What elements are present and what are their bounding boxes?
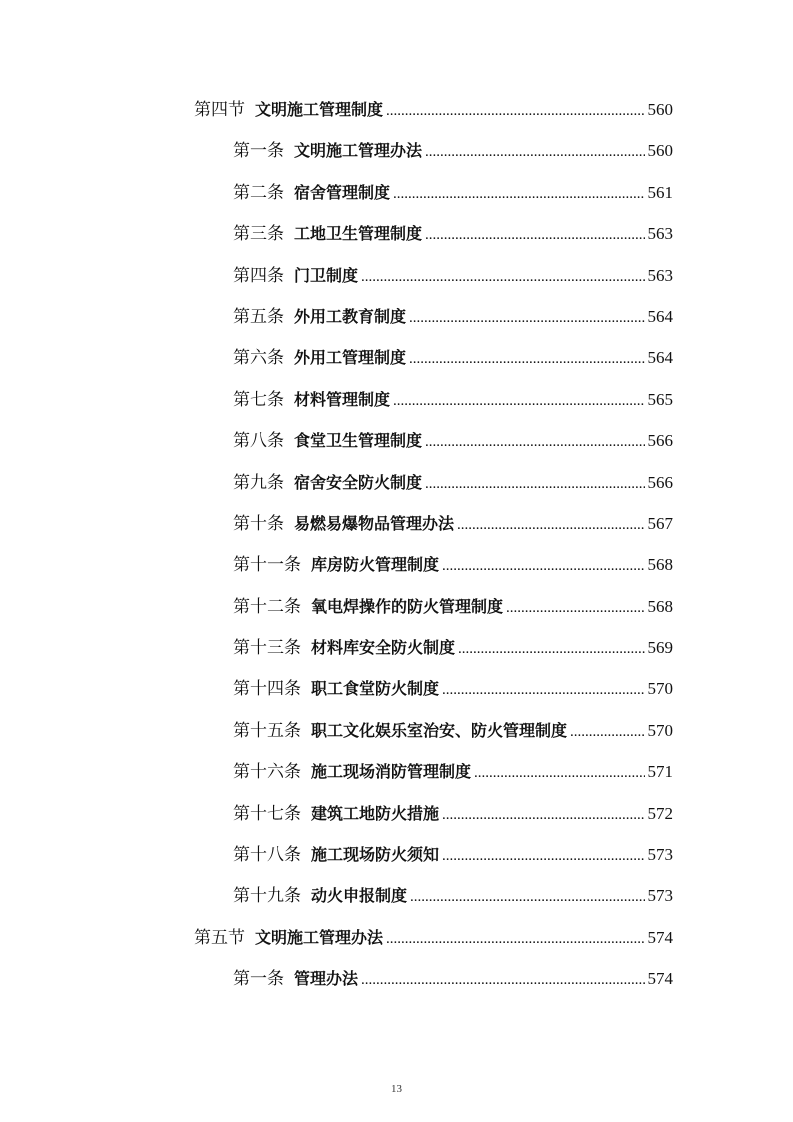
toc-leader-dots — [442, 546, 644, 587]
toc-entry-section-5[interactable] — [194, 917, 673, 958]
toc-entry-page: 566 — [647, 431, 673, 451]
toc-entry-title: 建筑工地防火措施 — [311, 803, 440, 823]
toc-entry-page: 573 — [647, 845, 673, 865]
toc-leader-dots — [409, 298, 644, 339]
toc-leader-dots — [425, 422, 644, 463]
toc-entry-section-4[interactable] — [194, 89, 673, 130]
toc-entry[interactable] — [233, 337, 673, 378]
toc-leader-dots — [393, 381, 644, 422]
toc-leader-dots — [425, 215, 644, 256]
toc-entry-title: 氧电焊操作的防火管理制度 — [311, 596, 504, 616]
toc-entry-number: 第十三条 — [233, 638, 301, 659]
toc-entry-number: 第六条 — [233, 348, 284, 369]
toc-entry-page: 568 — [647, 555, 673, 575]
toc-entry-number: 第十八条 — [233, 845, 301, 866]
toc-entry-title: 文明施工管理办法 — [255, 927, 384, 947]
toc-entry-page: 565 — [647, 389, 673, 409]
toc-entry-title: 职工食堂防火制度 — [311, 679, 440, 699]
toc-entry-title: 库房防火管理制度 — [311, 555, 440, 575]
toc-entry-page: 566 — [647, 472, 673, 492]
toc-entry-page: 570 — [647, 720, 673, 740]
toc-entry-page: 560 — [647, 100, 673, 119]
toc-leader-dots — [457, 505, 644, 546]
toc-leader-dots — [386, 919, 644, 960]
toc-leader-dots — [409, 339, 644, 380]
toc-entry[interactable] — [233, 751, 673, 792]
toc-leader-dots — [570, 712, 644, 753]
toc-entry-number: 第十七条 — [233, 803, 301, 824]
toc-entry-number: 第二条 — [233, 182, 284, 203]
toc-entry[interactable] — [233, 213, 673, 254]
toc-entry[interactable] — [233, 793, 673, 834]
toc-entry[interactable] — [233, 544, 673, 585]
toc-leader-dots — [361, 257, 644, 298]
toc-entry-number: 第一条 — [233, 141, 284, 162]
toc-leader-dots — [425, 132, 644, 173]
toc-entry-number: 第四节 — [194, 100, 245, 120]
toc-entry-number: 第一条 — [233, 969, 284, 990]
toc-leader-dots — [442, 795, 644, 836]
toc-entry-page: 564 — [647, 348, 673, 368]
toc-leader-dots — [458, 629, 644, 670]
toc-entry-page: 572 — [647, 803, 673, 823]
toc-entry[interactable] — [233, 958, 673, 999]
toc-leader-dots — [425, 464, 644, 505]
toc-entry-page: 564 — [647, 306, 673, 326]
toc-entry-title: 易燃易爆物品管理办法 — [294, 513, 455, 533]
toc-entry-page: 570 — [647, 679, 673, 699]
toc-entry[interactable] — [233, 255, 673, 296]
toc-entry-title: 动火申报制度 — [311, 886, 408, 906]
toc-entry[interactable] — [233, 462, 673, 503]
toc-entry[interactable] — [233, 710, 673, 751]
toc-entry-page: 563 — [647, 265, 673, 285]
toc-entry-title: 外用工管理制度 — [294, 348, 407, 368]
toc-entry-number: 第三条 — [233, 224, 284, 245]
toc-entry-number: 第十六条 — [233, 762, 301, 783]
toc-entry-number: 第七条 — [233, 389, 284, 410]
toc-entry[interactable] — [233, 668, 673, 709]
toc-entry[interactable] — [233, 586, 673, 627]
toc-entry-page: 563 — [647, 224, 673, 244]
toc-entry-page: 574 — [647, 927, 673, 947]
toc-entry-title: 文明施工管理制度 — [255, 100, 384, 119]
toc-entry-page: 571 — [647, 762, 673, 782]
toc-entry-title: 管理办法 — [294, 969, 359, 989]
toc-entry-page: 573 — [647, 886, 673, 906]
toc-entry-number: 第四条 — [233, 265, 284, 286]
toc-entry[interactable] — [233, 172, 673, 213]
table-of-contents — [0, 89, 793, 1000]
toc-entry[interactable] — [233, 420, 673, 461]
page-number: 13 — [391, 1083, 402, 1095]
toc-leader-dots — [410, 877, 644, 918]
toc-entry-title: 食堂卫生管理制度 — [294, 431, 423, 451]
toc-entry-number: 第十四条 — [233, 679, 301, 700]
toc-entry-title: 宿舍管理制度 — [294, 182, 391, 202]
toc-leader-dots — [386, 91, 644, 132]
toc-entry-number: 第十五条 — [233, 720, 301, 741]
toc-entry[interactable] — [233, 503, 673, 544]
toc-entry-page: 561 — [647, 182, 673, 202]
toc-entry-title: 施工现场消防管理制度 — [311, 762, 472, 782]
toc-entry[interactable] — [233, 296, 673, 337]
toc-entry-title: 材料管理制度 — [294, 389, 391, 409]
toc-entry-title: 施工现场防火须知 — [311, 845, 440, 865]
toc-entry-title: 工地卫生管理制度 — [294, 224, 423, 244]
toc-entry-title: 文明施工管理办法 — [294, 141, 423, 161]
toc-entry-title: 材料库安全防火制度 — [311, 638, 456, 658]
toc-entry-number: 第十九条 — [233, 886, 301, 907]
toc-entry[interactable] — [233, 627, 673, 668]
toc-entry-number: 第十条 — [233, 513, 284, 534]
toc-entry-title: 职工文化娱乐室治安、防火管理制度 — [311, 720, 568, 740]
toc-entry[interactable] — [233, 834, 673, 875]
toc-entry-page: 569 — [647, 638, 673, 658]
toc-leader-dots — [361, 960, 644, 1001]
toc-leader-dots — [442, 836, 644, 877]
toc-entry-page: 560 — [647, 141, 673, 161]
toc-leader-dots — [474, 753, 644, 794]
toc-entry-number: 第十二条 — [233, 596, 301, 617]
toc-entry-page: 574 — [647, 969, 673, 989]
toc-entry-title: 外用工教育制度 — [294, 306, 407, 326]
toc-entry-number: 第五节 — [194, 927, 245, 948]
toc-entry-title: 宿舍安全防火制度 — [294, 472, 423, 492]
toc-leader-dots — [442, 670, 644, 711]
toc-entry-number: 第八条 — [233, 431, 284, 452]
toc-entry[interactable] — [233, 130, 673, 171]
toc-leader-dots — [393, 174, 644, 215]
toc-entry-page: 568 — [647, 596, 673, 616]
toc-entry-number: 第五条 — [233, 306, 284, 327]
toc-entry[interactable] — [233, 875, 673, 916]
toc-entry-number: 第十一条 — [233, 555, 301, 576]
toc-entry-page: 567 — [647, 513, 673, 533]
toc-leader-dots — [506, 588, 644, 629]
toc-entry-number: 第九条 — [233, 472, 284, 493]
toc-entry-title: 门卫制度 — [294, 265, 359, 285]
toc-entry[interactable] — [233, 379, 673, 420]
